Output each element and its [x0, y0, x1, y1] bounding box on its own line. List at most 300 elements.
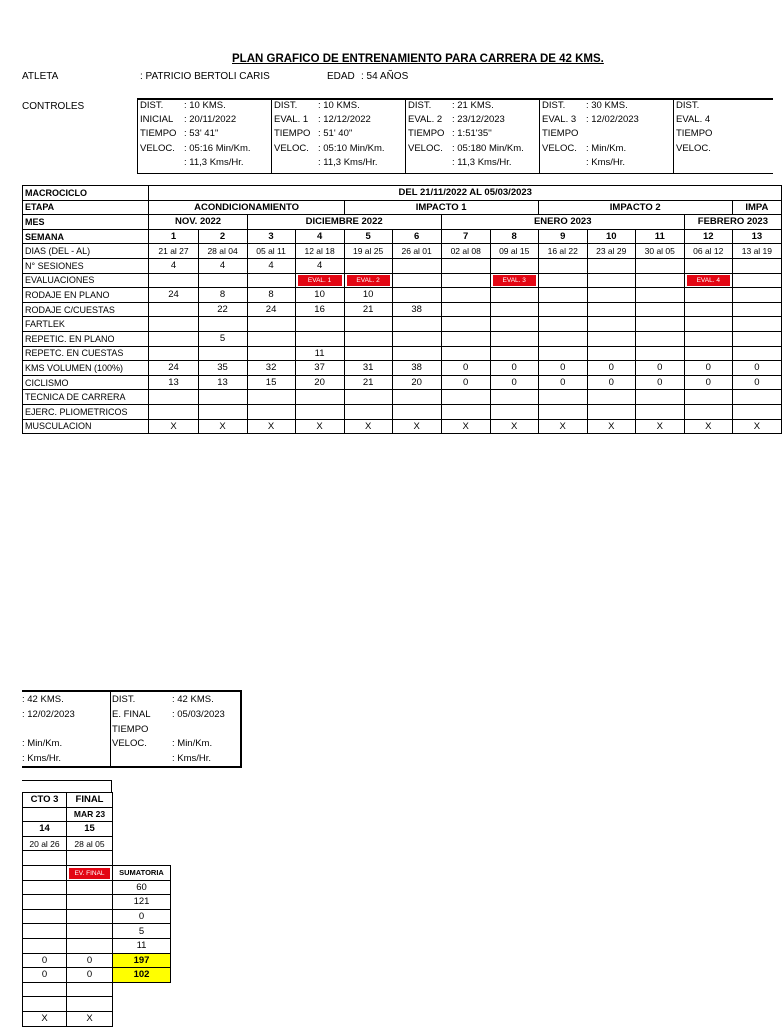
grid-cell — [538, 302, 587, 317]
dias-5: 19 al 25 — [344, 244, 392, 259]
page-title: PLAN GRAFICO DE ENTRENAMIENTO PARA CARRERA DE 42 KMS. — [232, 53, 604, 65]
control-1-r2k: INICIAL — [140, 114, 174, 125]
table-row — [23, 924, 171, 939]
table-row — [23, 982, 171, 997]
row-label: EJERC. PLIOMETRICOS — [23, 404, 149, 419]
table-row — [23, 375, 782, 390]
table-row — [23, 997, 171, 1012]
overflow-dias-15: 28 al 05 — [67, 836, 113, 851]
table-row — [23, 346, 782, 361]
grid-cell — [441, 390, 490, 405]
grid-cell: 38 — [392, 302, 441, 317]
grid-cell — [392, 404, 441, 419]
blank — [113, 851, 171, 866]
grid-cell: 0 — [635, 361, 684, 376]
age-value: : 54 AÑOS — [361, 71, 409, 82]
grid-cell — [587, 317, 635, 332]
grid-cell — [732, 258, 781, 273]
grid-cell — [67, 982, 113, 997]
overflow-ctrl-r1v: : 42 KMS. — [172, 694, 214, 705]
grid-cell — [441, 346, 490, 361]
age-label: EDAD — [327, 71, 355, 82]
grid-cell — [732, 346, 781, 361]
grid-cell: 4 — [247, 258, 295, 273]
row-label: REPETIC. EN PLANO — [23, 331, 149, 346]
grid-cell — [684, 346, 732, 361]
table-row — [23, 419, 782, 434]
grid-cell — [344, 317, 392, 332]
grid-cell — [392, 331, 441, 346]
grid-cell: 16 — [295, 302, 344, 317]
grid-cell — [392, 258, 441, 273]
overflow-ctrl-r3k: TIEMPO — [112, 724, 149, 735]
sumatoria-cell: 102 — [113, 968, 171, 983]
control-2-r5v: : 11,3 Kms/Hr. — [318, 157, 378, 168]
control-2-r2v: : 12/12/2022 — [318, 114, 371, 125]
grid-cell: X — [67, 1011, 113, 1026]
blank — [113, 836, 171, 851]
grid-cell — [490, 346, 538, 361]
grid-cell — [490, 317, 538, 332]
grid-cell — [732, 331, 781, 346]
grid-cell — [684, 302, 732, 317]
control-2-r1v: : 10 KMS. — [318, 100, 360, 111]
grid-cell — [587, 331, 635, 346]
dias-8: 09 al 15 — [490, 244, 538, 259]
semana-3: 3 — [247, 229, 295, 244]
control-4-r2v: : 12/02/2023 — [586, 114, 639, 125]
grid-cell — [684, 317, 732, 332]
grid-cell: 15 — [247, 375, 295, 390]
grid-cell — [23, 997, 67, 1012]
grid-cell: 4 — [149, 258, 198, 273]
row-label: TECNICA DE CARRERA — [23, 390, 149, 405]
grid-cell — [247, 390, 295, 405]
grid-cell — [587, 346, 635, 361]
control-3-r4k: VELOC. — [408, 143, 443, 154]
control-4-r1v: : 30 KMS. — [586, 100, 628, 111]
control-box-3 — [405, 98, 540, 174]
overflow-semana-14: 14 — [23, 822, 67, 837]
grid-cell — [684, 258, 732, 273]
grid-cell: 0 — [490, 375, 538, 390]
grid-cell: 10 — [295, 288, 344, 303]
semana-4: 4 — [295, 229, 344, 244]
grid-cell: 0 — [732, 361, 781, 376]
grid-cell — [490, 390, 538, 405]
grid-cell — [635, 404, 684, 419]
grid-cell — [732, 404, 781, 419]
row-label: EVALUACIONES — [23, 273, 149, 288]
semana-2: 2 — [198, 229, 247, 244]
row-label: MUSCULACION — [23, 419, 149, 434]
grid-cell: 0 — [684, 361, 732, 376]
semana-9: 9 — [538, 229, 587, 244]
grid-cell — [732, 302, 781, 317]
grid-cell: 31 — [344, 361, 392, 376]
control-3-r3v: : 1:51'35'' — [452, 128, 492, 139]
row-label: REPETC. EN CUESTAS — [23, 346, 149, 361]
grid-cell — [67, 938, 113, 953]
semana-6: 6 — [392, 229, 441, 244]
grid-cell — [732, 288, 781, 303]
control-1-r3v: : 53' 41'' — [184, 128, 219, 139]
grid-cell — [441, 273, 490, 288]
grid-cell — [23, 851, 67, 866]
grid-cell — [635, 390, 684, 405]
grid-cell — [344, 273, 392, 288]
training-grid — [22, 185, 782, 434]
grid-cell — [635, 302, 684, 317]
overflow-etapa-1: CTO 3 — [23, 793, 67, 808]
row-label: FARTLEK — [23, 317, 149, 332]
semana-5: 5 — [344, 229, 392, 244]
eval-final-badge: EV. FINAL — [69, 868, 110, 879]
grid-cell — [587, 258, 635, 273]
grid-cell: 22 — [198, 302, 247, 317]
control-3-r2k: EVAL. 2 — [408, 114, 443, 125]
row-label: RODAJE C/CUESTAS — [23, 302, 149, 317]
grid-cell — [441, 317, 490, 332]
grid-cell: 5 — [198, 331, 247, 346]
grid-cell — [247, 331, 295, 346]
control-2-r3v: : 51' 40'' — [318, 128, 353, 139]
grid-cell — [441, 331, 490, 346]
mes-1: NOV. 2022 — [149, 215, 247, 230]
mes-label: MES — [23, 215, 149, 230]
grid-cell: 13 — [149, 375, 198, 390]
grid-cell — [635, 317, 684, 332]
table-row — [23, 1011, 171, 1026]
grid-cell — [732, 317, 781, 332]
control-1-r3k: TIEMPO — [140, 128, 177, 139]
sumatoria-cell — [113, 997, 171, 1012]
grid-cell — [490, 302, 538, 317]
grid-cell: X — [490, 419, 538, 434]
grid-cell — [538, 404, 587, 419]
control-1-r1k: DIST. — [140, 100, 164, 111]
grid-cell: 0 — [67, 953, 113, 968]
table-row — [23, 361, 782, 376]
grid-cell — [538, 288, 587, 303]
control-5-r1k: DIST. — [676, 100, 700, 111]
grid-cell: X — [441, 419, 490, 434]
sumatoria-cell: 11 — [113, 938, 171, 953]
grid-cell — [247, 346, 295, 361]
control-1-r4v: : 05:16 Min/Km. — [184, 143, 251, 154]
grid-cell: 0 — [538, 361, 587, 376]
grid-cell: X — [684, 419, 732, 434]
etapa-label: ETAPA — [23, 200, 149, 215]
grid-cell — [67, 865, 113, 880]
grid-cell — [23, 865, 67, 880]
grid-cell: 20 — [295, 375, 344, 390]
grid-cell: 0 — [23, 953, 67, 968]
grid-cell: 32 — [247, 361, 295, 376]
grid-cell: 10 — [344, 288, 392, 303]
grid-cell — [149, 390, 198, 405]
overflow-ctrl-left-r4: : Min/Km. — [22, 738, 63, 749]
grid-cell: 20 — [392, 375, 441, 390]
grid-cell: X — [392, 419, 441, 434]
overflow-ctrl-r4k: VELOC. — [112, 738, 147, 749]
dias-1: 21 al 27 — [149, 244, 198, 259]
control-3-r2v: : 23/12/2023 — [452, 114, 505, 125]
grid-cell: 24 — [149, 361, 198, 376]
grid-cell: X — [635, 419, 684, 434]
sumatoria-cell: 121 — [113, 895, 171, 910]
overflow-ctrl-left-r5: : Kms/Hr. — [22, 753, 62, 764]
blank — [113, 807, 171, 822]
row-label: RODAJE EN PLANO — [23, 288, 149, 303]
blank — [113, 793, 171, 808]
control-box-5 — [673, 98, 773, 174]
grid-cell — [392, 390, 441, 405]
grid-cell — [23, 982, 67, 997]
semana-1: 1 — [149, 229, 198, 244]
control-2-r4k: VELOC. — [274, 143, 309, 154]
table-row — [23, 331, 782, 346]
grid-cell — [295, 273, 344, 288]
control-5-r3k: TIEMPO — [676, 128, 713, 139]
grid-cell: 0 — [441, 361, 490, 376]
overflow-controls — [22, 690, 242, 768]
overflow-etapa-2: FINAL — [67, 793, 113, 808]
grid-cell — [198, 317, 247, 332]
blank — [113, 822, 171, 837]
grid-cell: X — [198, 419, 247, 434]
overflow-ctrl-r1k: DIST. — [112, 694, 136, 705]
grid-cell — [587, 404, 635, 419]
grid-cell — [149, 273, 198, 288]
grid-cell — [295, 404, 344, 419]
grid-cell: 11 — [295, 346, 344, 361]
grid-cell — [67, 895, 113, 910]
grid-cell: 0 — [587, 361, 635, 376]
etapa-2: IMPACTO 1 — [344, 200, 538, 215]
grid-cell — [490, 288, 538, 303]
macrociclo-label: MACROCICLO — [23, 186, 149, 201]
table-row — [23, 953, 171, 968]
overflow-grid — [22, 792, 171, 1027]
table-row — [23, 968, 171, 983]
dias-7: 02 al 08 — [441, 244, 490, 259]
grid-cell — [441, 288, 490, 303]
row-label: N° SESIONES — [23, 258, 149, 273]
grid-cell — [247, 317, 295, 332]
control-4-r2k: EVAL. 3 — [542, 114, 577, 125]
control-3-r4v: : 05:180 Min/Km. — [452, 143, 524, 154]
dias-9: 16 al 22 — [538, 244, 587, 259]
dias-4: 12 al 18 — [295, 244, 344, 259]
grid-cell — [344, 258, 392, 273]
table-row — [23, 273, 782, 288]
overflow-mes: MAR 23 — [67, 807, 113, 822]
grid-cell: 0 — [732, 375, 781, 390]
control-1-r5v: : 11,3 Kms/Hr. — [184, 157, 244, 168]
table-row — [23, 288, 782, 303]
grid-cell: 21 — [344, 375, 392, 390]
grid-cell — [732, 273, 781, 288]
grid-cell — [635, 258, 684, 273]
grid-cell: 4 — [198, 258, 247, 273]
grid-cell: 0 — [23, 968, 67, 983]
dias-6: 26 al 01 — [392, 244, 441, 259]
etapa-3: IMPACTO 2 — [538, 200, 732, 215]
grid-cell — [732, 390, 781, 405]
grid-cell — [538, 258, 587, 273]
sumatoria-cell — [113, 982, 171, 997]
grid-cell — [538, 346, 587, 361]
grid-cell — [23, 807, 67, 822]
table-row — [23, 895, 171, 910]
grid-cell — [67, 924, 113, 939]
control-4-r3k: TIEMPO — [542, 128, 579, 139]
sumatoria-cell: 5 — [113, 924, 171, 939]
grid-cell — [344, 346, 392, 361]
grid-cell — [23, 938, 67, 953]
control-2-r1k: DIST. — [274, 100, 298, 111]
athlete-name: : PATRICIO BERTOLI CARIS — [140, 71, 270, 82]
grid-cell — [392, 346, 441, 361]
grid-cell — [684, 273, 732, 288]
table-row — [23, 880, 171, 895]
grid-cell: 8 — [198, 288, 247, 303]
grid-cell: 37 — [295, 361, 344, 376]
dias-label: DIAS (DEL - AL) — [23, 244, 149, 259]
table-row — [23, 938, 171, 953]
grid-cell — [23, 880, 67, 895]
control-3-r1k: DIST. — [408, 100, 432, 111]
control-2-r2k: EVAL. 1 — [274, 114, 309, 125]
grid-cell: 38 — [392, 361, 441, 376]
grid-cell: 0 — [538, 375, 587, 390]
control-2-r4v: : 05:10 Min/Km. — [318, 143, 385, 154]
control-4-r1k: DIST. — [542, 100, 566, 111]
etapa-4: IMPA — [732, 200, 781, 215]
grid-cell: 0 — [441, 375, 490, 390]
overflow-ctrl-divider — [110, 690, 111, 768]
grid-cell — [198, 404, 247, 419]
grid-cell — [587, 273, 635, 288]
grid-cell — [587, 288, 635, 303]
grid-cell — [67, 909, 113, 924]
grid-cell: 0 — [587, 375, 635, 390]
sumatoria-cell — [113, 1011, 171, 1026]
table-row — [23, 258, 782, 273]
overflow-ctrl-left-r1: : 42 KMS. — [22, 694, 64, 705]
semana-11: 11 — [635, 229, 684, 244]
grid-cell — [490, 273, 538, 288]
grid-cell: X — [295, 419, 344, 434]
grid-cell — [392, 273, 441, 288]
grid-cell: X — [538, 419, 587, 434]
sumatoria-cell: 0 — [113, 909, 171, 924]
grid-cell — [149, 331, 198, 346]
grid-cell — [441, 302, 490, 317]
table-row — [23, 909, 171, 924]
grid-cell: 8 — [247, 288, 295, 303]
control-box-2 — [271, 98, 406, 174]
grid-cell — [23, 895, 67, 910]
grid-cell: 35 — [198, 361, 247, 376]
grid-cell — [635, 346, 684, 361]
grid-cell — [67, 880, 113, 895]
grid-cell: X — [149, 419, 198, 434]
sumatoria-cell: 197 — [113, 953, 171, 968]
dias-12: 06 al 12 — [684, 244, 732, 259]
sumatoria-label: SUMATORIA — [113, 865, 171, 880]
overflow-dias-14: 20 al 26 — [23, 836, 67, 851]
grid-cell — [635, 288, 684, 303]
grid-cell — [247, 273, 295, 288]
grid-cell: X — [344, 419, 392, 434]
grid-cell: 4 — [295, 258, 344, 273]
control-5-r2k: EVAL. 4 — [676, 114, 711, 125]
mes-4: FEBRERO 2023 — [684, 215, 781, 230]
athlete-label: ATLETA — [22, 71, 59, 82]
grid-cell — [149, 302, 198, 317]
overflow-ctrl-r4v: : Min/Km. — [172, 738, 213, 749]
grid-cell: X — [23, 1011, 67, 1026]
control-5-r4k: VELOC. — [676, 143, 711, 154]
semana-10: 10 — [587, 229, 635, 244]
control-4-r5v: : Kms/Hr. — [586, 157, 626, 168]
etapa-1: ACONDICIONAMIENTO — [149, 200, 344, 215]
grid-cell: 0 — [490, 361, 538, 376]
grid-cell — [587, 302, 635, 317]
grid-cell — [538, 317, 587, 332]
control-3-r5v: : 11,3 Kms/Hr. — [452, 157, 512, 168]
grid-cell — [295, 331, 344, 346]
control-2-r3k: TIEMPO — [274, 128, 311, 139]
grid-cell — [538, 390, 587, 405]
overflow-ctrl-left-r2: : 12/02/2023 — [22, 709, 75, 720]
grid-cell — [149, 404, 198, 419]
grid-cell: X — [732, 419, 781, 434]
eval-badge: EVAL. 4 — [687, 275, 730, 286]
table-row — [23, 317, 782, 332]
sumatoria-cell: 60 — [113, 880, 171, 895]
grid-cell — [441, 404, 490, 419]
grid-cell — [295, 390, 344, 405]
grid-cell — [684, 331, 732, 346]
overflow-ctrl-r2v: : 05/03/2023 — [172, 709, 225, 720]
grid-cell — [684, 404, 732, 419]
grid-cell — [344, 390, 392, 405]
overflow-semana-15: 15 — [67, 822, 113, 837]
dias-2: 28 al 04 — [198, 244, 247, 259]
grid-cell — [684, 288, 732, 303]
eval-badge: EVAL. 3 — [493, 275, 536, 286]
grid-cell — [490, 258, 538, 273]
mes-3: ENERO 2023 — [441, 215, 684, 230]
control-box-4 — [539, 98, 674, 174]
semana-label: SEMANA — [23, 229, 149, 244]
grid-cell — [198, 346, 247, 361]
grid-cell: 0 — [684, 375, 732, 390]
grid-cell — [344, 331, 392, 346]
grid-cell — [67, 851, 113, 866]
grid-cell — [198, 273, 247, 288]
controls-label: CONTROLES — [22, 101, 85, 112]
grid-cell — [344, 404, 392, 419]
control-1-r1v: : 10 KMS. — [184, 100, 226, 111]
grid-cell — [67, 997, 113, 1012]
overflow-ctrl-r5v: : Kms/Hr. — [172, 753, 212, 764]
grid-cell: 0 — [635, 375, 684, 390]
control-box-1 — [137, 98, 272, 174]
